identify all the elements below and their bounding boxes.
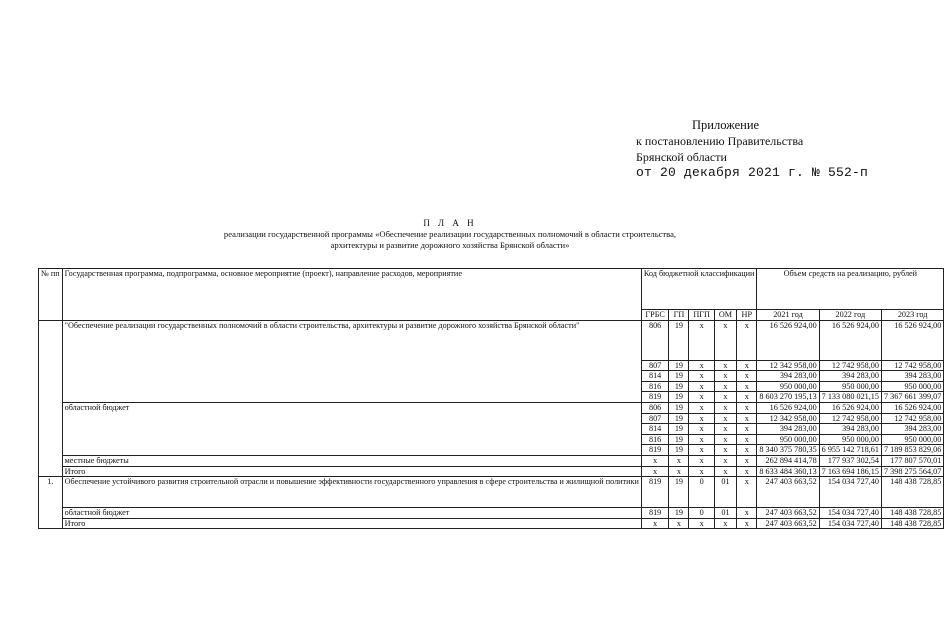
cell-2023: 16 526 924,00 (881, 320, 943, 360)
cell-2021: 8 340 375 780,35 (757, 445, 819, 456)
cell-ppgp: х (689, 455, 714, 466)
header-gp: ГП (669, 310, 689, 321)
header-program: Государственная программа, подпрограмма, основное мероприятие (проект), направление расходов, мероприятие (62, 269, 641, 321)
cell-ppgp: х (689, 424, 714, 435)
cell-ppgp: х (689, 413, 714, 424)
cell-ppgp: х (689, 392, 714, 403)
document-heading (150, 218, 750, 251)
cell-2023: 148 438 728,85 (881, 508, 943, 519)
cell-grbs: 807 (641, 360, 669, 371)
cell-2022: 950 000,00 (819, 434, 881, 445)
row-name: Итого (62, 518, 641, 529)
cell-2022: 177 937 302,54 (819, 455, 881, 466)
cell-gp: 19 (669, 392, 689, 403)
cell-2021: 16 526 924,00 (757, 320, 819, 360)
cell-om: х (714, 455, 736, 466)
cell-ppgp: 0 (689, 508, 714, 519)
header-2023: 2023 год (881, 310, 943, 321)
cell-nr: х (737, 392, 757, 403)
cell-gp: х (669, 518, 689, 529)
cell-gp: 19 (669, 424, 689, 435)
cell-nr: х (737, 455, 757, 466)
cell-2023: 16 526 924,00 (881, 402, 943, 413)
cell-ppgp: х (689, 518, 714, 529)
cell-2022: 6 955 142 718,61 (819, 445, 881, 456)
row-name: Обеспечение устойчивого развития строительной отрасли и повышение эффективности государственного управления в сфере строительства и жилищной политики (62, 477, 641, 508)
cell-grbs: 816 (641, 434, 669, 445)
cell-2022: 7 163 694 186,15 (819, 466, 881, 477)
header-code-group: Код бюджетной классификации (641, 269, 757, 310)
cell-ppgp: х (689, 371, 714, 382)
cell-gp: 19 (669, 508, 689, 519)
cell-grbs: 806 (641, 320, 669, 360)
table-row (39, 518, 944, 529)
cell-2023: 7 189 853 829,06 (881, 445, 943, 456)
cell-2021: 8 633 484 360,13 (757, 466, 819, 477)
cell-2023: 148 438 728,85 (881, 477, 943, 508)
cell-nr: х (737, 508, 757, 519)
table-row (39, 508, 944, 519)
plan-title: П Л А Н (423, 218, 477, 228)
cell-grbs: 819 (641, 445, 669, 456)
table-row (39, 320, 944, 360)
cell-grbs: х (641, 518, 669, 529)
header-2022: 2022 год (819, 310, 881, 321)
cell-2022: 12 742 958,00 (819, 413, 881, 424)
cell-nr: х (737, 466, 757, 477)
plan-table (38, 268, 944, 529)
cell-2021: 950 000,00 (757, 381, 819, 392)
row-name: областной бюджет (62, 508, 641, 519)
cell-nr: х (737, 402, 757, 413)
cell-2023: 177 807 570,01 (881, 455, 943, 466)
cell-gp: 19 (669, 381, 689, 392)
cell-2022: 154 034 727,40 (819, 477, 881, 508)
table-row (39, 477, 944, 508)
cell-2023: 148 438 728,85 (881, 518, 943, 529)
cell-om: х (714, 413, 736, 424)
appendix-title: Приложение (692, 118, 760, 132)
cell-gp: 19 (669, 402, 689, 413)
cell-grbs: х (641, 466, 669, 477)
cell-nr: х (737, 445, 757, 456)
row-name: областной бюджет (62, 402, 641, 455)
cell-2021: 12 342 958,00 (757, 413, 819, 424)
cell-grbs: 819 (641, 508, 669, 519)
table-row (39, 402, 944, 413)
row-num: 1. (39, 477, 63, 529)
cell-2021: 394 283,00 (757, 424, 819, 435)
cell-2021: 8 603 270 195,13 (757, 392, 819, 403)
appendix-date-line: от 20 декабря 2021 г. № 552-п (636, 165, 869, 180)
cell-om: 01 (714, 508, 736, 519)
header-ppgp: ПГП (689, 310, 714, 321)
cell-om: х (714, 371, 736, 382)
cell-2022: 7 133 080 021,15 (819, 392, 881, 403)
cell-2022: 394 283,00 (819, 371, 881, 382)
cell-2023: 394 283,00 (881, 371, 943, 382)
appendix-line-3: Брянской области (636, 150, 727, 164)
header-om: ОМ (714, 310, 736, 321)
cell-om: х (714, 466, 736, 477)
cell-nr: х (737, 360, 757, 371)
cell-gp: 19 (669, 413, 689, 424)
cell-grbs: 819 (641, 477, 669, 508)
cell-om: х (714, 360, 736, 371)
cell-om: х (714, 518, 736, 529)
cell-nr: х (737, 424, 757, 435)
cell-2021: 247 403 663,52 (757, 518, 819, 529)
plan-subtitle-line-1: реализации государственной программы «Обеспечение реализации государственных полномочий в области строительства, (223, 229, 677, 239)
cell-2022: 16 526 924,00 (819, 402, 881, 413)
plan-subtitle-line-2: архитектуры и развитие дорожного хозяйства Брянской области» (330, 240, 570, 250)
cell-2021: 950 000,00 (757, 434, 819, 445)
cell-2023: 7 367 661 399,07 (881, 392, 943, 403)
row-name: "Обеспечение реализации государственных полномочий в области строительства, архитектуры и развитие дорожного хозяйства Брянской области" (62, 320, 641, 402)
cell-2022: 16 526 924,00 (819, 320, 881, 360)
appendix-line-2: к постановлению Правительства (636, 134, 804, 148)
cell-nr: х (737, 477, 757, 508)
cell-nr: х (737, 413, 757, 424)
cell-om: х (714, 434, 736, 445)
cell-grbs: 819 (641, 392, 669, 403)
cell-om: х (714, 402, 736, 413)
cell-2021: 16 526 924,00 (757, 402, 819, 413)
cell-2023: 12 742 958,00 (881, 360, 943, 371)
cell-grbs: 806 (641, 402, 669, 413)
cell-nr: х (737, 371, 757, 382)
cell-ppgp: х (689, 466, 714, 477)
cell-nr: х (737, 518, 757, 529)
cell-2022: 154 034 727,40 (819, 518, 881, 529)
cell-2021: 247 403 663,52 (757, 508, 819, 519)
cell-gp: 19 (669, 371, 689, 382)
cell-2022: 154 034 727,40 (819, 508, 881, 519)
cell-2023: 950 000,00 (881, 381, 943, 392)
cell-om: х (714, 424, 736, 435)
cell-2022: 394 283,00 (819, 424, 881, 435)
cell-gp: 19 (669, 477, 689, 508)
row-name: местные бюджеты (62, 455, 641, 466)
cell-grbs: х (641, 455, 669, 466)
cell-gp: 19 (669, 360, 689, 371)
cell-ppgp: х (689, 381, 714, 392)
header-funds-group: Объем средств на реализацию, рублей (757, 269, 944, 310)
cell-nr: х (737, 434, 757, 445)
row-num (39, 320, 63, 477)
cell-nr: х (737, 320, 757, 360)
cell-ppgp: х (689, 360, 714, 371)
cell-gp: 19 (669, 320, 689, 360)
cell-grbs: 816 (641, 381, 669, 392)
cell-grbs: 814 (641, 424, 669, 435)
cell-2022: 12 742 958,00 (819, 360, 881, 371)
cell-ppgp: х (689, 445, 714, 456)
cell-gp: 19 (669, 445, 689, 456)
cell-nr: х (737, 381, 757, 392)
table-row (39, 466, 944, 477)
appendix-block (636, 117, 901, 181)
table-row (39, 455, 944, 466)
cell-gp: 19 (669, 434, 689, 445)
cell-om: х (714, 445, 736, 456)
header-num: № пп (39, 269, 63, 321)
cell-2021: 12 342 958,00 (757, 360, 819, 371)
row-name: Итого (62, 466, 641, 477)
cell-grbs: 807 (641, 413, 669, 424)
cell-ppgp: 0 (689, 477, 714, 508)
cell-om: 01 (714, 477, 736, 508)
cell-2022: 950 000,00 (819, 381, 881, 392)
cell-ppgp: х (689, 320, 714, 360)
cell-gp: х (669, 466, 689, 477)
header-nr: НР (737, 310, 757, 321)
cell-2023: 12 742 958,00 (881, 413, 943, 424)
cell-om: х (714, 392, 736, 403)
header-2021: 2021 год (757, 310, 819, 321)
cell-grbs: 814 (641, 371, 669, 382)
cell-2023: 394 283,00 (881, 424, 943, 435)
cell-2023: 950 000,00 (881, 434, 943, 445)
cell-2021: 247 403 663,52 (757, 477, 819, 508)
cell-gp: х (669, 455, 689, 466)
cell-2023: 7 398 275 564,07 (881, 466, 943, 477)
cell-ppgp: х (689, 402, 714, 413)
cell-om: х (714, 320, 736, 360)
cell-ppgp: х (689, 434, 714, 445)
header-grbs: ГРБС (641, 310, 669, 321)
cell-om: х (714, 381, 736, 392)
cell-2021: 394 283,00 (757, 371, 819, 382)
cell-2021: 262 894 414,78 (757, 455, 819, 466)
